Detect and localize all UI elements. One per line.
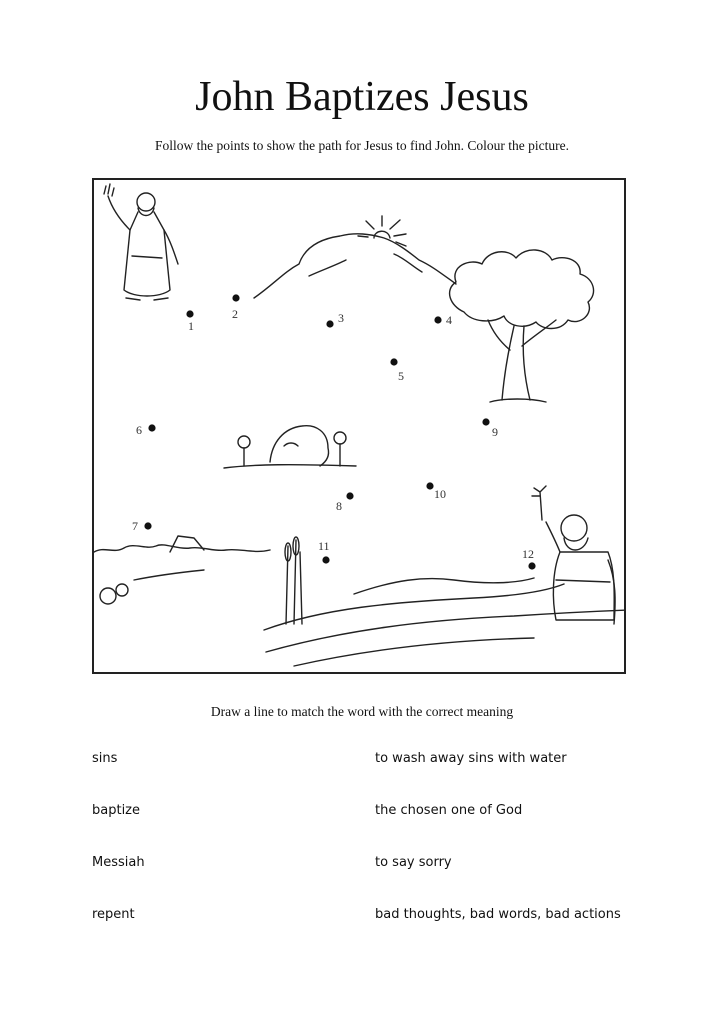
match-meaning-2: the chosen one of God — [375, 803, 523, 818]
dot-label-3: 3 — [338, 311, 344, 325]
dot-label-1: 1 — [188, 319, 194, 333]
match-word-messiah: Messiah — [92, 855, 145, 870]
dot-1 — [186, 310, 193, 317]
dot-to-dot-picture — [92, 178, 626, 674]
sun-drawing — [358, 216, 406, 246]
dot-10 — [426, 482, 433, 489]
dot-label-9: 9 — [492, 425, 498, 439]
dot-8 — [346, 492, 353, 499]
page-title: John Baptizes Jesus — [195, 74, 529, 120]
river-drawing — [264, 578, 626, 666]
dot-12 — [528, 562, 535, 569]
dot-11 — [322, 556, 329, 563]
dot-label-4: 4 — [446, 313, 452, 327]
dot-2 — [232, 294, 239, 301]
dot-label-5: 5 — [398, 369, 404, 383]
matching-instruction: Draw a line to match the word with the correct meaning — [210, 704, 514, 719]
jesus-figure — [104, 184, 178, 300]
reeds-drawing — [285, 537, 302, 624]
scene-illustration — [94, 180, 626, 674]
john-figure — [532, 486, 615, 624]
dot-label-11: 11 — [318, 539, 330, 553]
dot-7 — [144, 522, 151, 529]
dot-9 — [482, 418, 489, 425]
dot-5 — [390, 358, 397, 365]
dot-label-2: 2 — [232, 307, 238, 321]
mountain-drawing — [254, 234, 456, 298]
dot-label-7: 7 — [132, 519, 138, 533]
dot-label-12: 12 — [522, 547, 534, 561]
dot-label-10: 10 — [434, 487, 446, 501]
tree-drawing — [450, 250, 594, 402]
dot-4 — [434, 316, 441, 323]
dot-6 — [148, 424, 155, 431]
match-word-repent: repent — [92, 907, 135, 922]
match-meaning-3: to say sorry — [375, 855, 452, 870]
dot-3 — [326, 320, 333, 327]
page-subtitle: Follow the points to show the path for Jesus to find John. Colour the picture. — [155, 138, 569, 153]
shore-bushes — [94, 536, 270, 604]
match-word-baptize: baptize — [92, 803, 141, 818]
dot-label-8: 8 — [336, 499, 342, 513]
dot-label-6: 6 — [136, 423, 142, 437]
match-meaning-1: to wash away sins with water — [375, 751, 567, 766]
rock-drawing — [224, 426, 356, 468]
match-meaning-4: bad thoughts, bad words, bad actions — [375, 907, 621, 922]
match-word-sins: sins — [92, 751, 118, 766]
